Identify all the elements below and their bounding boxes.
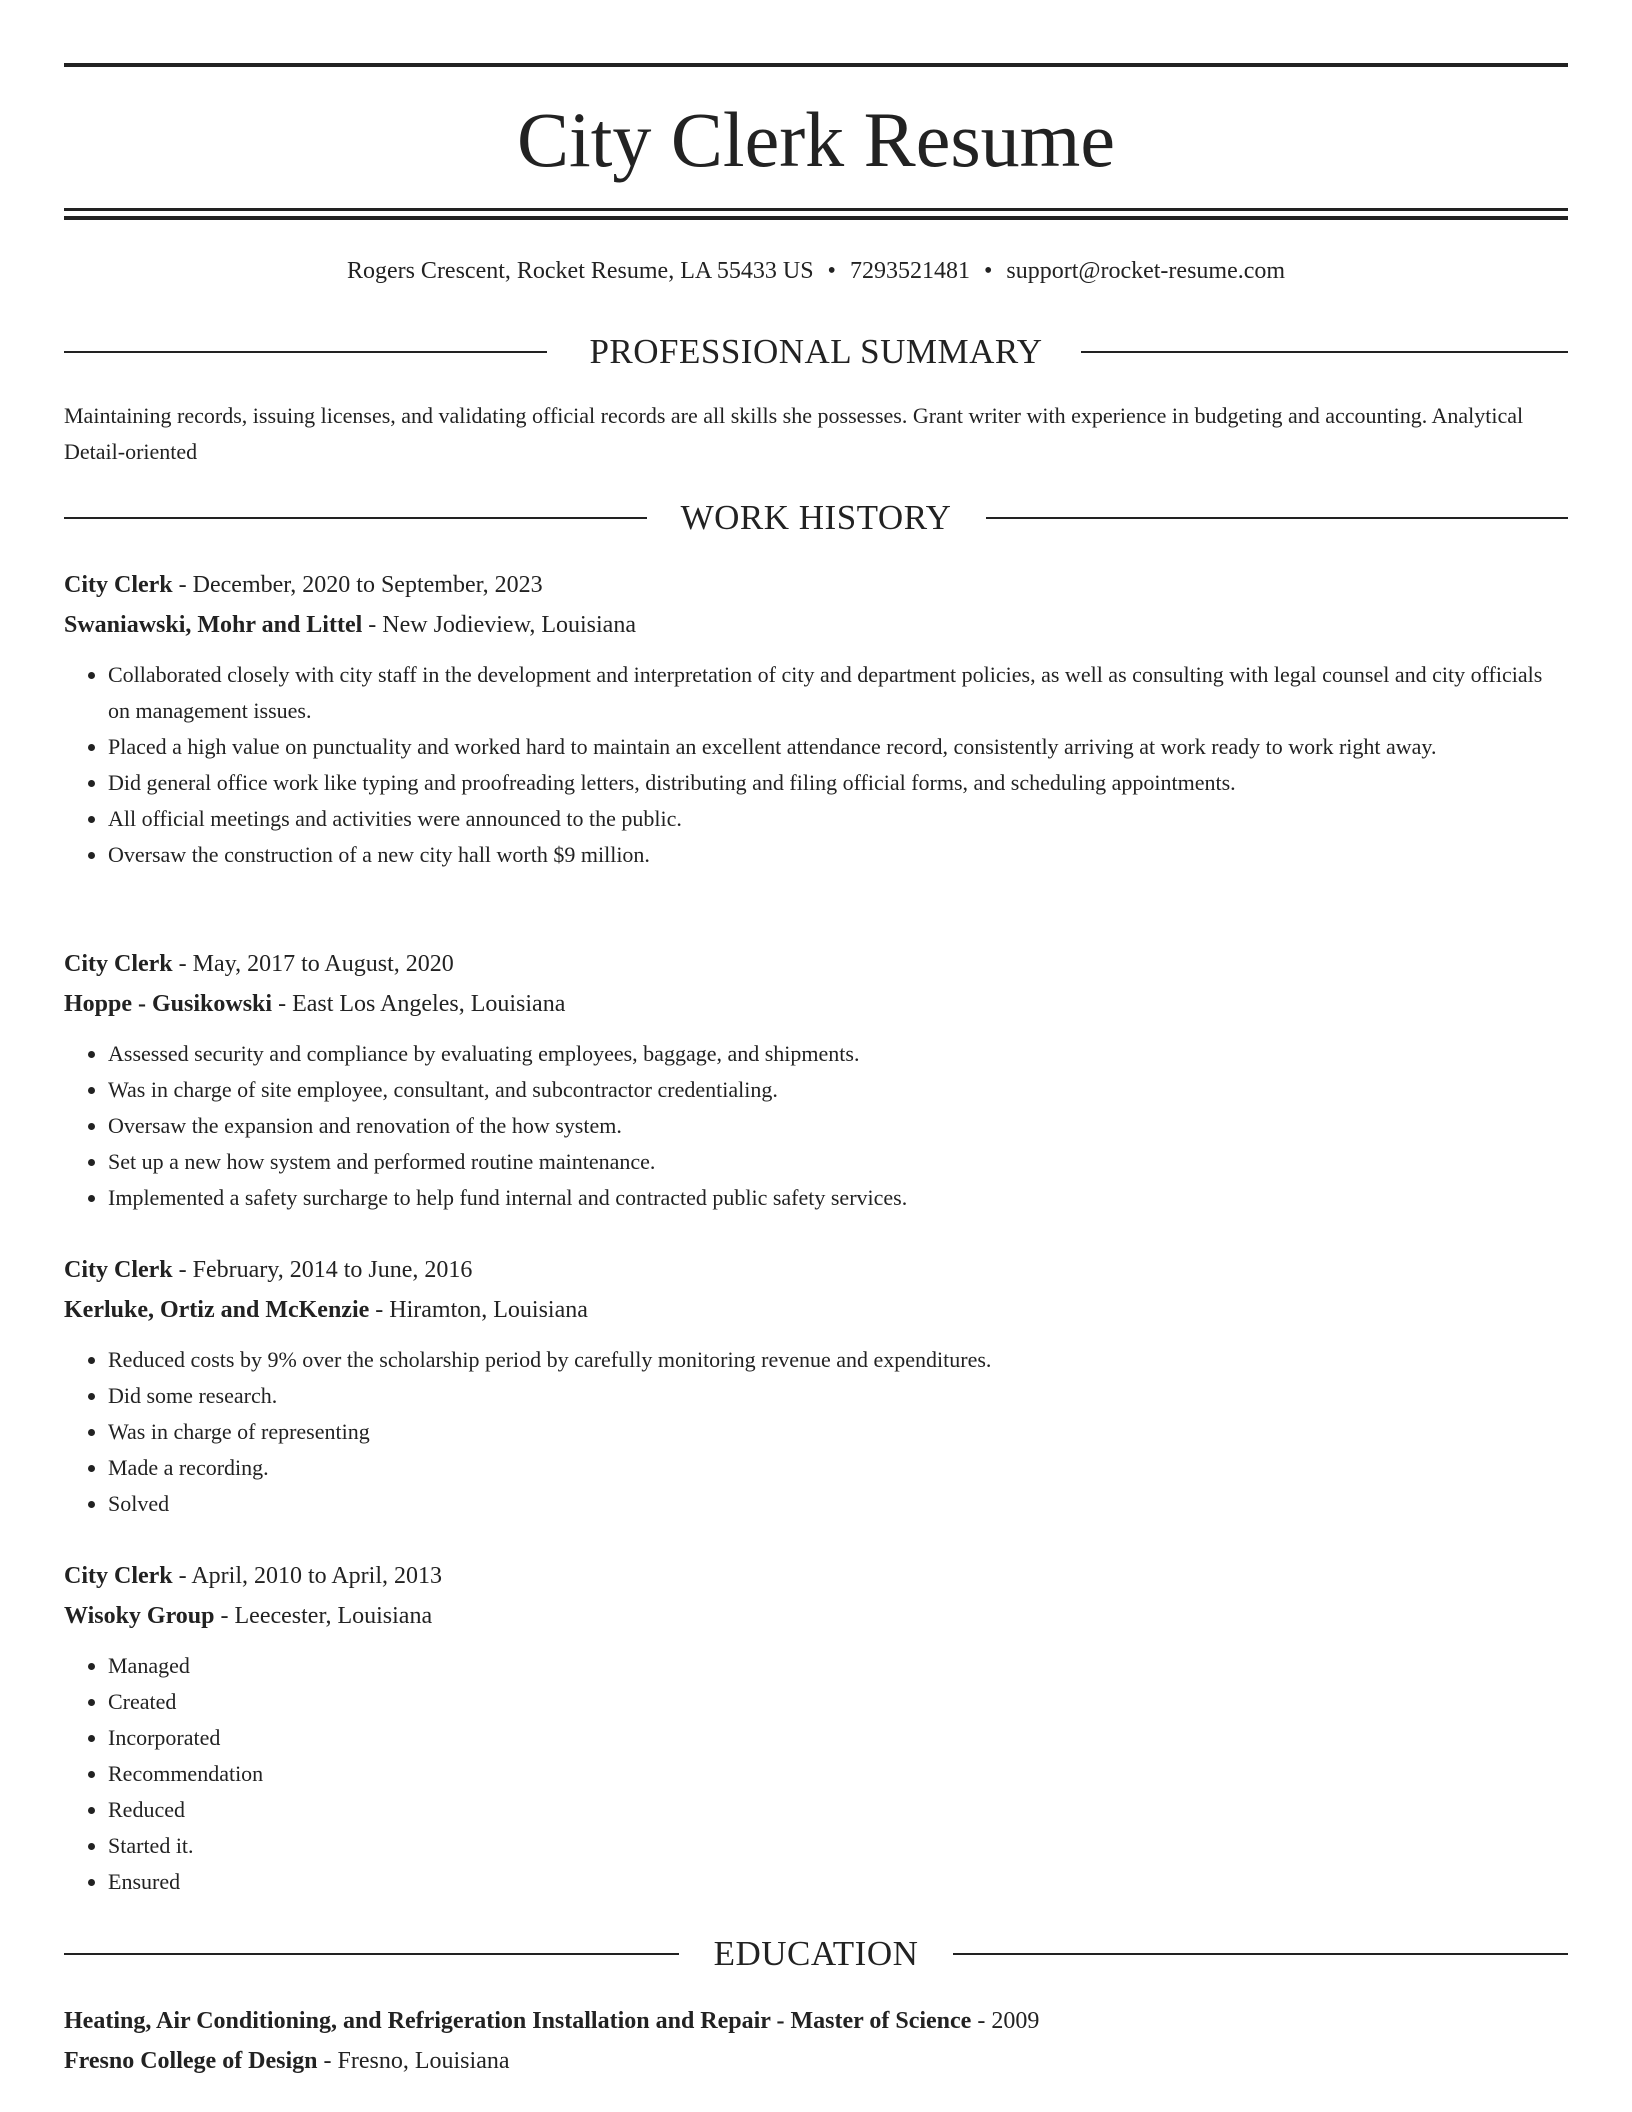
summary-heading xyxy=(64,330,1568,374)
job-bullets xyxy=(64,1036,1568,1216)
job-bullets xyxy=(64,1342,1568,1522)
title-rule-upper xyxy=(64,208,1568,211)
job-entry xyxy=(64,1250,1568,1522)
job-title: City Clerk xyxy=(64,1257,173,1283)
job-bullets xyxy=(64,1648,1568,1900)
bullet-item: • Did general office work like typing and proofreading letters, distributing and filing official forms, and scheduling appointments. xyxy=(108,765,1568,801)
job-location: - Leecester, Louisiana xyxy=(220,1603,433,1629)
education-entry xyxy=(64,2001,1568,2081)
bullet-item: • Placed a high value on punctuality and worked hard to maintain an excellent attendance record, consistently arriving at work ready to work right away. xyxy=(108,729,1568,765)
contact-separator: • xyxy=(827,258,836,284)
job-entry xyxy=(64,944,1568,1216)
bullet-item: • Made a recording. xyxy=(108,1450,1568,1486)
education-school: Fresno College of Design xyxy=(64,2048,318,2074)
bullet-item: • Implemented a safety surcharge to help fund internal and contracted public safety services. xyxy=(108,1180,1568,1216)
education-degree-line xyxy=(64,2001,1568,2041)
job-bullets xyxy=(64,657,1568,873)
bullet-item: • Was in charge of site employee, consultant, and subcontractor credentialing. xyxy=(108,1072,1568,1108)
job-title-line xyxy=(64,565,1568,605)
bullet-item: • Ensured xyxy=(108,1864,1568,1900)
job-dates: - December, 2020 to September, 2023 xyxy=(178,572,543,598)
job-company: Wisoky Group xyxy=(64,1603,215,1629)
bullet-item: • Assessed security and compliance by evaluating employees, baggage, and shipments. xyxy=(108,1036,1568,1072)
summary-text: Maintaining records, issuing licenses, and validating official records are all skills she possesses. Grant writer with experience in budgeting and accounting. Analytical Detail-oriented xyxy=(64,403,1524,464)
contact-separator: • xyxy=(983,258,993,284)
bullet-item: • Managed xyxy=(108,1648,1568,1684)
job-entry xyxy=(64,1556,1568,1900)
job-location: - Hiramton, Louisiana xyxy=(375,1297,588,1323)
resume-title: City Clerk Resume xyxy=(517,96,1115,183)
job-company: Swaniawski, Mohr and Littel xyxy=(64,612,363,638)
bullet-item: • Did some research. xyxy=(108,1378,1568,1414)
job-title-line xyxy=(64,944,1568,984)
education-school-line xyxy=(64,2041,1568,2081)
work-history-heading xyxy=(64,496,1568,540)
education-heading xyxy=(64,1932,1568,1976)
bullet-item: • Reduced xyxy=(108,1792,1568,1828)
job-title: City Clerk xyxy=(64,572,173,598)
job-dates: - May, 2017 to August, 2020 xyxy=(178,951,454,977)
job-company-line xyxy=(64,605,1568,645)
education-degree: Heating, Air Conditioning, and Refrigeration Installation and Repair - Master of Science xyxy=(64,2008,972,2034)
contact-phone: 7293521481 xyxy=(849,258,970,284)
bullet-item: • Solved xyxy=(108,1486,1568,1522)
bullet-item: • Oversaw the expansion and renovation of the how system. xyxy=(108,1108,1568,1144)
job-company-line xyxy=(64,1290,1568,1330)
bullet-item: • Incorporated xyxy=(108,1720,1568,1756)
bullet-item: • Recommendation xyxy=(108,1756,1568,1792)
bullet-item: • Collaborated closely with city staff in the development and interpretation of city and department policies, as well as consulting with legal counsel and city officials on management issues. xyxy=(108,657,1568,729)
job-company: Hoppe - Gusikowski xyxy=(64,991,273,1017)
top-rule xyxy=(64,63,1568,67)
bullet-item: • Started it. xyxy=(108,1828,1568,1864)
bullet-item: • All official meetings and activities were announced to the public. xyxy=(108,801,1568,837)
title-rule-lower xyxy=(64,216,1568,220)
bullet-item: • Created xyxy=(108,1684,1568,1720)
job-dates: - April, 2010 to April, 2013 xyxy=(178,1563,442,1589)
job-location: - New Jodieview, Louisiana xyxy=(368,612,636,638)
contact-email[interactable]: support@rocket-resume.com xyxy=(1006,258,1286,284)
job-dates: - February, 2014 to June, 2016 xyxy=(178,1257,473,1283)
bullet-item: • Oversaw the construction of a new city hall worth $9 million. xyxy=(108,837,1568,873)
job-title: City Clerk xyxy=(64,1563,173,1589)
summary-heading-label: PROFESSIONAL SUMMARY xyxy=(589,332,1043,371)
work-history-heading-label: WORK HISTORY xyxy=(680,498,952,537)
bullet-item: • Reduced costs by 9% over the scholarship period by carefully monitoring revenue and expenditures. xyxy=(108,1342,1568,1378)
job-location: - East Los Angeles, Louisiana xyxy=(278,991,566,1017)
education-heading-label: EDUCATION xyxy=(713,1934,919,1973)
job-title: City Clerk xyxy=(64,951,173,977)
contact-address: Rogers Crescent, Rocket Resume, LA 55433 US xyxy=(346,258,814,284)
bullet-item: • Was in charge of representing xyxy=(108,1414,1568,1450)
education-year: - 2009 xyxy=(977,2008,1040,2034)
contact-line xyxy=(64,254,1568,288)
job-title-line xyxy=(64,1556,1568,1596)
job-company: Kerluke, Ortiz and McKenzie xyxy=(64,1297,370,1323)
job-entry xyxy=(64,565,1568,873)
bullet-item: • Set up a new how system and performed routine maintenance. xyxy=(108,1144,1568,1180)
job-title-line xyxy=(64,1250,1568,1290)
education-location: - Fresno, Louisiana xyxy=(323,2048,510,2074)
job-company-line xyxy=(64,1596,1568,1636)
job-company-line xyxy=(64,984,1568,1024)
